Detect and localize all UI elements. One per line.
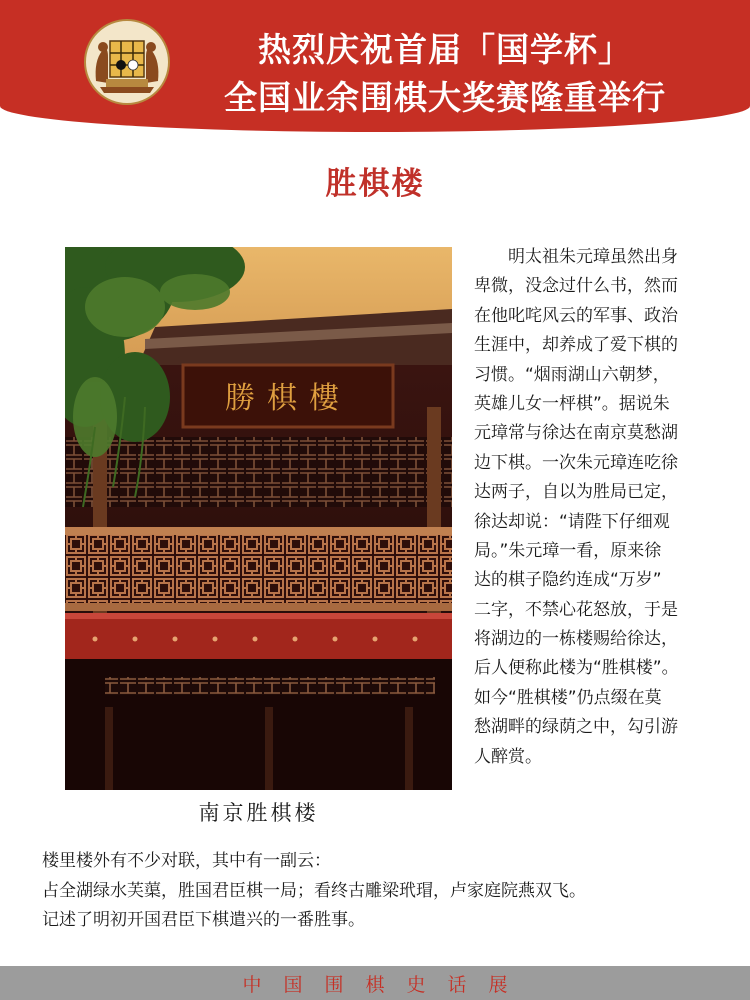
plaque-text: 勝棋樓 xyxy=(225,381,351,416)
story-line: 徐达却说：“请陛下仔细观 xyxy=(474,511,670,532)
story-line: 如今“胜棋楼”仍点缀在莫 xyxy=(474,687,662,708)
couplet-line: 记述了明初开国君臣下棋遣兴的一番胜事。 xyxy=(42,910,365,930)
couplet-paragraph xyxy=(42,847,732,936)
story-line: 愁湖畔的绿荫之中，勾引游 xyxy=(474,717,678,738)
footer-title: 中国围棋史话展 xyxy=(242,974,530,996)
story-line: 元璋常与徐达在南京莫愁湖 xyxy=(474,423,678,444)
couplet-line: 占全湖绿水芙蕖，胜国君臣棋一局；看终古雕梁玳瑁，卢家庭院燕双飞。 xyxy=(42,880,586,901)
story-line: 英雄儿女一枰棋”。据说朱 xyxy=(474,393,670,414)
story-line: 边下棋。一次朱元璋连吃徐 xyxy=(474,452,678,473)
couplet-line: 楼里楼外有不少对联，其中有一副云： xyxy=(42,851,331,871)
story-line: 二字，不禁心花怒放，于是 xyxy=(474,599,678,620)
header-line-2: 全国业余围棋大奖赛隆重举行 xyxy=(224,78,666,117)
story-line: 卑微，没念过什么书，然而 xyxy=(474,276,678,297)
story-line: 后人便称此楼为“胜棋楼”。 xyxy=(474,658,679,679)
story-line: 明太祖朱元璋虽然出身 xyxy=(508,247,678,267)
story-line: 达两子，自以为胜局已定， xyxy=(474,482,678,503)
story-line: 将湖边的一栋楼赐给徐达， xyxy=(474,629,678,650)
story-line: 习惯。“烟雨湖山六朝梦， xyxy=(474,364,670,385)
header-banner xyxy=(0,0,750,132)
footer-bar xyxy=(0,966,750,1000)
go-board-logo-icon xyxy=(84,19,170,105)
page-title: 胜棋楼 xyxy=(325,166,425,202)
story-line: 局。”朱元璋一看，原来徐 xyxy=(474,540,662,561)
story-line: 人醉赏。 xyxy=(474,746,542,767)
story-line: 生涯中，却养成了爱下棋的 xyxy=(474,335,678,356)
story-line: 在他叱咤风云的军事、政治 xyxy=(474,305,678,326)
photo-caption: 南京胜棋楼 xyxy=(198,801,319,825)
building-photo xyxy=(65,247,452,790)
header-line-1: 热烈庆祝首届「国学杯」 xyxy=(258,30,632,69)
story-paragraph xyxy=(474,243,720,772)
story-line: 达的棋子隐约连成“万岁” xyxy=(474,570,662,591)
